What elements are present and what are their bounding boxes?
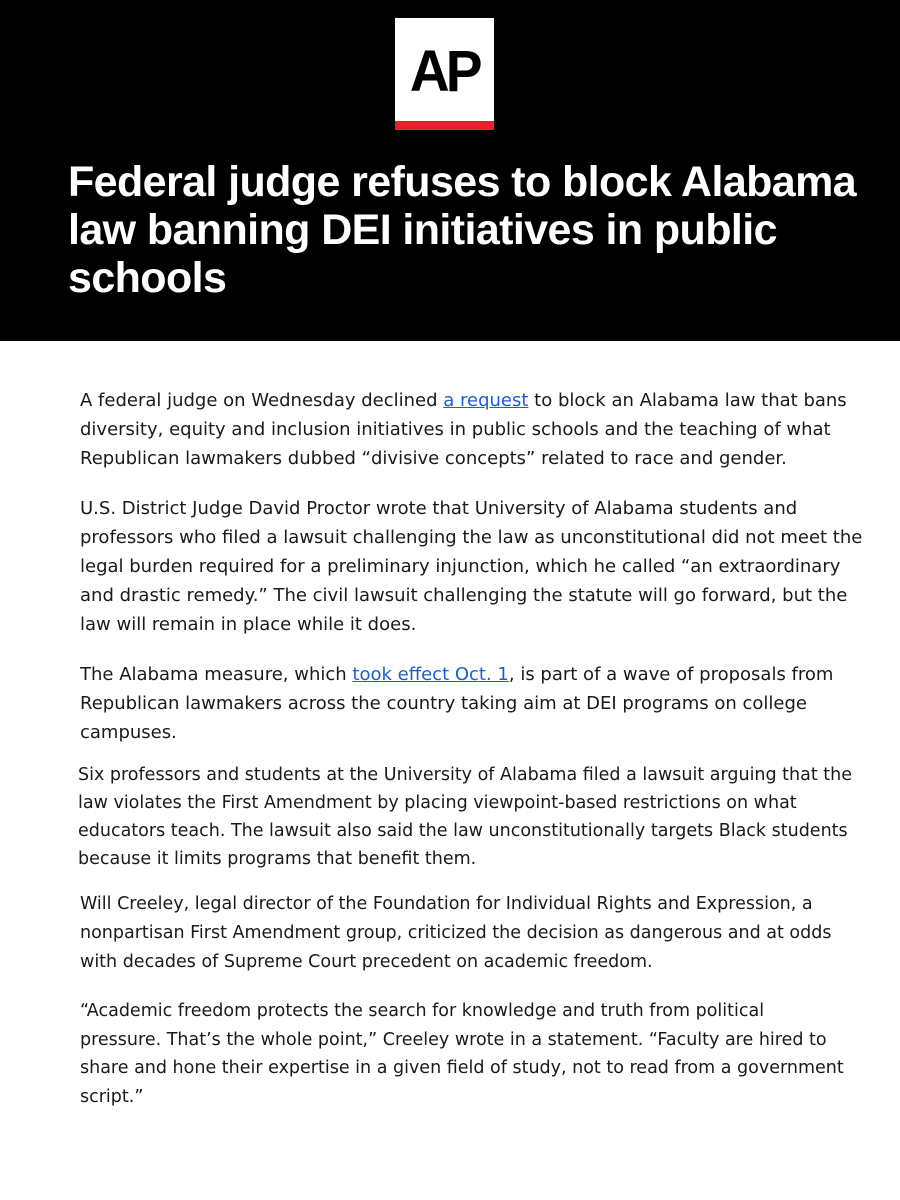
paragraph-line: because it limits programs that benefit them. (78, 849, 477, 869)
paragraph-6 (80, 997, 844, 1111)
ap-logo[interactable] (395, 18, 494, 130)
paragraph-line: pressure. That’s the whole point,” Creeley wrote in a statement. “Faculty are hired to (80, 1029, 827, 1050)
paragraph-line: “Academic freedom protects the search for knowledge and truth from political (80, 1001, 765, 1021)
paragraph-line: law violates the First Amendment by placing viewpoint-based restrictions on what (78, 793, 797, 813)
paragraph-5 (80, 890, 831, 977)
article-header (0, 0, 900, 341)
paragraph-text: The Alabama measure, which (80, 664, 353, 685)
headline: Federal judge refuses to block Alabama law banning DEI initiatives in public schools (68, 158, 857, 302)
paragraph-line: Republican lawmakers across the country taking aim at DEI programs on college (80, 693, 807, 714)
paragraph-line: legal burden required for a preliminary injunction, which he called “an extraordinary (80, 556, 841, 577)
paragraph-text: to block an Alabama law that bans (528, 390, 847, 411)
paragraph-line: nonpartisan First Amendment group, criticized the decision as dangerous and at odds (80, 923, 832, 943)
paragraph-line: Will Creeley, legal director of the Foundation for Individual Rights and Expression, a (80, 894, 813, 914)
ap-logo-box (395, 18, 494, 121)
ap-logo-red-bar (395, 121, 494, 130)
paragraph-text: , is part of a wave of proposals from (508, 664, 834, 685)
paragraph-line: educators teach. The lawsuit also said the law unconstitutionally targets Black students (78, 821, 848, 841)
paragraph-line: script.” (80, 1086, 144, 1107)
paragraph-line: with decades of Supreme Court precedent on academic freedom. (80, 952, 653, 972)
paragraph-3 (80, 660, 833, 747)
paragraph-line: and drastic remedy.” The civil lawsuit challenging the statute will go forward, but the (80, 585, 848, 606)
paragraph-4 (78, 761, 852, 873)
paragraph-line: campuses. (80, 722, 177, 743)
paragraph-line: professors who filed a lawsuit challenging the law as unconstitutional did not meet the (80, 527, 863, 548)
ap-logo-text: AP (410, 38, 479, 104)
paragraph-line: diversity, equity and inclusion initiatives in public schools and the teaching of what (80, 419, 831, 440)
paragraph-line: U.S. District Judge David Proctor wrote that University of Alabama students and (80, 498, 798, 519)
paragraph-line: share and hone their expertise in a given field of study, not to read from a government (80, 1058, 844, 1078)
paragraph-2 (80, 494, 862, 639)
paragraph-line: Six professors and students at the University of Alabama filed a lawsuit arguing that the (78, 765, 853, 785)
took-effect-link[interactable]: took effect Oct. 1 (352, 664, 509, 685)
paragraph-line: Republican lawmakers dubbed “divisive concepts” related to race and gender. (80, 448, 787, 469)
paragraph-line: law will remain in place while it does. (80, 614, 417, 635)
paragraph-1 (80, 386, 847, 473)
paragraph-text: A federal judge on Wednesday declined (80, 390, 444, 411)
a-request-link[interactable]: a request (443, 390, 529, 411)
